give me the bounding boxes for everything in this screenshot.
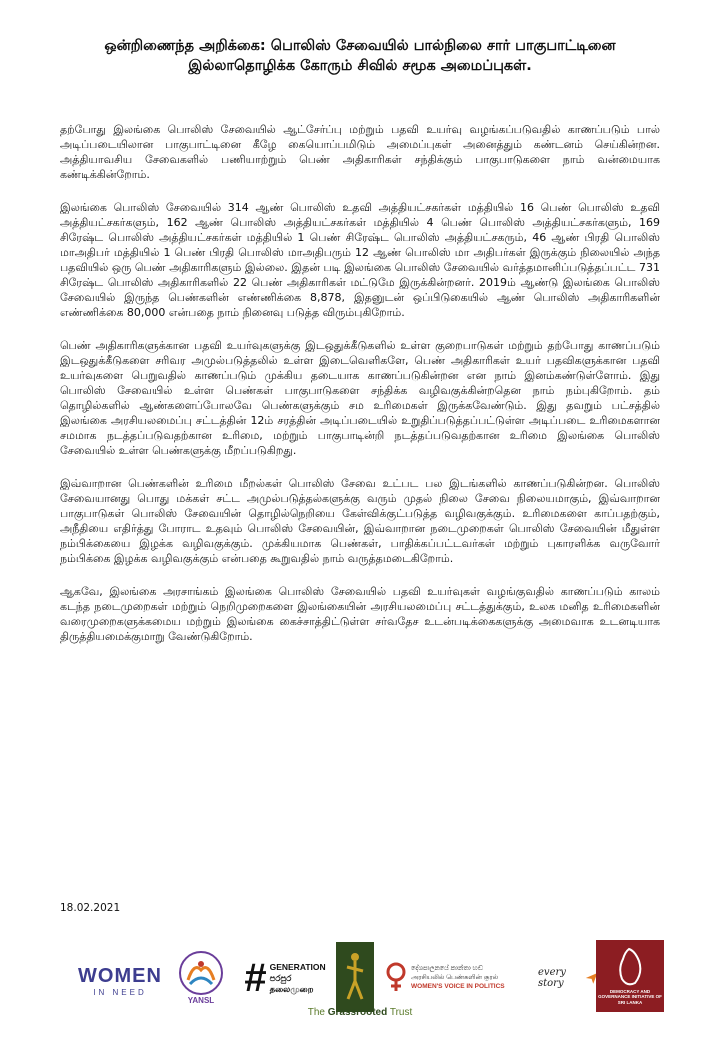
grassrooted-trust-text [308,1007,413,1018]
every-story-logo [538,958,598,998]
trust-prefix: The [307,1006,325,1018]
generation-line-2: පරපුර [269,972,292,983]
generation-line-1: GENERATION [269,961,326,972]
womens-voice-text [411,964,505,991]
womens-voice-english: WOMEN'S VOICE IN POLITICS [411,982,505,990]
dgi-name: DEMOCRACY AND GOVERNANCE INITIATIVE OF SRI LANKA [598,988,662,1005]
women-in-need-subtext: IN NEED [93,988,147,997]
paragraph-5: ஆகவே, இலங்கை அரசாங்கம் இலங்கை பொலிஸ் சேவையில் பதவி உயர்வுகள் வழங்குவதில் காணப்படும் காலம் கடந்த நடைமுறைகள் மற்றும் நெறிமுறைகளை இலங்கையின் அரசியலமைப்பு சட்டத்துக்கும், உலக மனித உரிமைகளின் வரைமுறைகளுக்கமைய மற்றும் இலங்கை கைச்சாத்திட்டுள்ள சர்வதேச உடன்படிக்கைகளுக்கு அமைவாக உடனடியாக திருத்தியமைக்குமாறு வேண்டுகிறோம். [60,585,660,643]
every-story-name: every story [538,967,566,989]
grassrooted-emblem [336,942,374,1012]
paragraph-3: பெண் அதிகாரிகளுக்கான பதவி உயர்வுகளுக்கு இடஒதுக்கீடுகளில் உள்ள குறைபாடுகள் மற்றும் தற்போது காணப்படும் இடஒதுக்கீடுகளை சரிவர அமுல்படுத்தலில் உள்ள இடைவெளிகளே, பெண் அதிகாரிகள் உயர் பதவிகளுக்கான பதவி உயர்வுகளை பெறுவதில் காணப்படும் முக்கிய தடையாக காணப்படுகின்றன என நாம் இனம்கண்டுள்ளோம். இது பொலிஸ் சேவையில் உள்ள பெண்கள் பாகுபாடுகளை சந்திக்க வழிவகுக்கின்றதென நாம் நம்புகிறோம். தம் தொழில்களில் ஆண்களைப்போலவே பெண்களுக்கும் சம உரிமைகள் இருக்கவேண்டும். இது தவறும் பட்சத்தில் இலங்கை அரசியலமைப்பு சட்டத்தின் 12ம் சரத்தின் அடிப்படையில் உறுதிப்படுத்தப்பட்டுள்ள அடிப்படை உரிமைகளான சமமாக நடத்தப்படுவதற்கான உரிமை, மற்றும் பாகுபாடின்றி நடத்தப்படுவதற்கான உரிமை இலங்கை பொலிஸ் சேவையில் உள்ள பெண்களுக்கு மீறப்படுகிறது. [60,339,660,457]
women-in-need-main-text: WOMEN [78,965,162,987]
signatory-logos [40,940,680,1020]
paragraph-2: இலங்கை பொலிஸ் சேவையில் 314 ஆண் பொலிஸ் உதவி அத்தியட்சகர்கள் மத்தியில் 16 பெண் பொலிஸ் உதவி அத்தியட்சகர்களும், 162 ஆண் பொலிஸ் அத்தியட்சகர்கள் மத்தியில் 4 பெண் பொலிஸ் அத்தியட்சகர்களும், 169 சிரேஷ்ட பொலிஸ் அத்தியட்சகர்கள் மத்தியில் 1 பெண் சிரேஷ்ட பொலிஸ் அத்தியட்சகரும், 46 ஆண் பிரதி பொலிஸ் மாஅதிபர் மத்தியில் 1 பெண் பிரதி பொலிஸ் மாஅதிபரும் 12 ஆண் பொலிஸ் மா அதிபர்கள் இருக்கும் நிலையில் அந்த பதவியில் ஒரு பெண் அதிகாரிகளும் இல்லை. இதன் படி இலங்கை பொலிஸ் சேவையில் வர்த்தமானிப்படுத்தப்பட்ட 731 சிரேஷ்ட பொலிஸ் அதிகாரிகளில் 22 பெண் அதிகாரிகள் மட்டுமே இருக்கின்றனர். 2019ம் ஆண்டு இலங்கை பொலிஸ் சேவையில் இருந்த பெண்களின் எண்ணிக்கை 8,878, இதனுடன் ஒப்பிடுகையில் ஆண் பொலிஸ் அதிகாரிகளின் எண்ணிக்கை 80,000 என்பதை நாம் நினைவு படுத்த விரும்புகிறோம். [60,201,660,319]
dgi-logo [596,940,664,1012]
dancer-figure-icon [342,949,368,1005]
hashtag-icon: # [244,956,267,1000]
generation-line-3: தலைமுறை [269,983,314,994]
generation-logo [235,952,335,1004]
sri-lanka-map-icon [615,947,645,987]
document-title: ஒன்றிணைந்த அறிக்கை: பொலிஸ் சேவையில் பால்நிலை சார் பாகுபாட்டினை இல்லாதொழிக்க கோரும் சிவில் சமூக அமைப்புகள். [104,38,616,74]
womens-voice-tamil: அரசியலில் பெண்களின் குரல் [411,973,499,981]
women-in-need-wordmark [78,965,162,988]
grassrooted-trust-logo [300,1004,420,1020]
women-in-need-logo [60,958,180,1004]
trust-suffix: Trust [389,1006,413,1018]
paragraph-1: தற்போது இலங்கை பொலிஸ் சேவையில் ஆட்சேர்ப்பு மற்றும் பதவி உயர்வு வழங்கப்படுவதில் காணப்படும் பால் அடிப்படையிலான பாகுபாட்டினை கீழே கையொப்பமிடும் அமைப்புகள் அனைத்தும் கண்டனம் செய்கின்றன. அத்தியாவசிய சேவைகளில் பணியாற்றும் பெண் அதிகாரிகள் சந்திக்கும் பாகுபாடுகளை நாம் வன்மையாக கண்டிக்கின்றோம். [60,123,660,181]
paragraph-4: இவ்வாறான பெண்களின் உரிமை மீறல்கள் பொலிஸ் சேவை உட்பட பல இடங்களில் காணப்படுகின்றன. பொலிஸ் சேவையானது பொது மக்கள் சட்ட அமுல்படுத்தல்களுக்கு வரும் முதல் நிலை சேவை நிலையமாகும், இவ்வாறான பாகுபாடுகள் பொலிஸ் சேவையின் தொழில்நெறியை கேள்விக்குட்படுத்த வழிவகுக்கும். உரிமைகளை காப்பதற்கும், அநீதியை எதிர்த்து போராட உதவும் பொலிஸ் சேவையின், இவ்வாறான நடைமுறைகள் பொலிஸ் சேவையின் மீதுள்ள நம்பிக்கையை இழக்க வழிவகுக்கும். முக்கியமாக பெண்கள், பாதிக்கப்பட்டவர்கள் மற்றும் புகாரளிக்க வருவோர் நம்பிக்கை இழக்க வழிவகுக்கும் என்பதை கூறுவதில் நாம் வருத்தமடைகிறோம். [60,477,660,565]
yansl-name: YANSL [187,995,215,1005]
generation-text [270,962,326,995]
trust-name: Grassrooted [327,1006,388,1018]
female-symbol-icon [385,962,407,992]
statement-date: 18.02.2021 [60,902,121,914]
statement-body [60,122,660,662]
womens-voice-sinhala: දේශපාලනයේ කාන්තා හඬ [411,964,484,972]
yansl-emblem-icon [178,950,224,996]
yansl-logo [172,946,230,1008]
womens-voice-in-politics-logo [385,956,540,998]
